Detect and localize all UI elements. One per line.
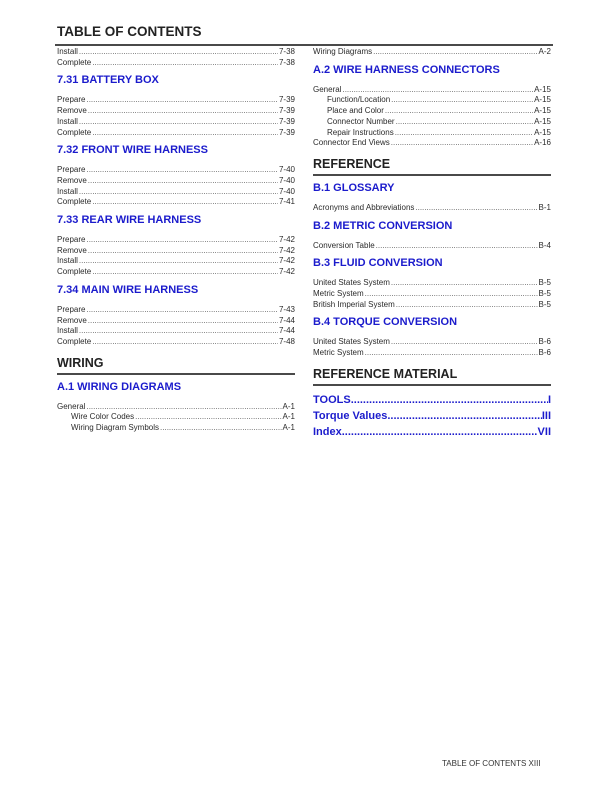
section-heading-main-wire-harness[interactable]: 7.34 MAIN WIRE HARNESS — [57, 283, 199, 296]
toc-entry[interactable]: Acronyms and Abbreviations ..... B-1 — [313, 203, 551, 214]
toc-entry[interactable]: Wiring Diagrams ..... A-2 — [313, 47, 551, 58]
toc-entry[interactable]: Complete ..... 7-38 — [57, 58, 295, 69]
toc-entry[interactable]: Function/Location ..... A-15 — [313, 95, 551, 106]
toc-entry[interactable]: General ..... A-15 — [313, 85, 551, 96]
section-heading-battery-box[interactable]: 7.31 BATTERY BOX — [57, 74, 159, 87]
toc-entry[interactable]: Remove ..... 7-42 — [57, 246, 295, 257]
toc-entry[interactable]: Complete ..... 7-42 — [57, 267, 295, 278]
left-column — [57, 47, 295, 434]
section-heading-rear-wire-harness[interactable]: 7.33 REAR WIRE HARNESS — [57, 214, 202, 227]
toc-entry[interactable]: Connector End Views ..... A-16 — [313, 138, 551, 149]
toc-entry[interactable]: United States System ..... B-5 — [313, 278, 551, 289]
toc-link-index[interactable]: Index ..... VII — [313, 424, 551, 440]
toc-entry[interactable]: General ..... A-1 — [57, 402, 295, 413]
toc-entry[interactable]: Install ..... 7-40 — [57, 187, 295, 198]
toc-link-tools[interactable]: TOOLS ..... I — [313, 392, 551, 408]
toc-entry[interactable]: Complete ..... 7-41 — [57, 197, 295, 208]
section-heading-metric-conversion[interactable]: B.2 METRIC CONVERSION — [313, 219, 453, 232]
toc-entry[interactable]: Place and Color ..... A-15 — [313, 106, 551, 117]
toc-entry[interactable]: Repair Instructions ..... A-15 — [313, 128, 551, 139]
chapter-rule — [313, 384, 551, 386]
toc-entry[interactable]: Wiring Diagram Symbols ..... A-1 — [57, 423, 295, 434]
title-rule — [55, 44, 553, 46]
toc-entry[interactable]: Conversion Table ..... B-4 — [313, 241, 551, 252]
toc-entry[interactable]: Install ..... 7-42 — [57, 256, 295, 267]
toc-entry[interactable]: Prepare ..... 7-40 — [57, 165, 295, 176]
toc-entry[interactable]: United States System ..... B-6 — [313, 337, 551, 348]
toc-entry[interactable]: Remove ..... 7-39 — [57, 106, 295, 117]
toc-entry[interactable]: British Imperial System ..... B-5 — [313, 300, 551, 311]
section-heading-wiring-diagrams[interactable]: A.1 WIRING DIAGRAMS — [57, 380, 182, 393]
page-footer: TABLE OF CONTENTS XIII — [442, 759, 541, 768]
toc-entry[interactable]: Prepare ..... 7-42 — [57, 235, 295, 246]
chapter-heading-reference-material[interactable]: REFERENCE MATERIAL — [313, 366, 458, 381]
toc-entry[interactable]: Install ..... 7-39 — [57, 117, 295, 128]
toc-entry[interactable]: Metric System ..... B-5 — [313, 289, 551, 300]
toc-entry[interactable]: Connector Number ..... A-15 — [313, 117, 551, 128]
page-title: TABLE OF CONTENTS — [57, 24, 202, 39]
toc-entry[interactable]: Complete ..... 7-48 — [57, 337, 295, 348]
right-column — [313, 47, 551, 440]
toc-entry[interactable]: Prepare ..... 7-39 — [57, 95, 295, 106]
toc-entry[interactable]: Install ..... 7-38 — [57, 47, 295, 58]
toc-entry[interactable]: Prepare ..... 7-43 — [57, 305, 295, 316]
section-heading-torque-conversion[interactable]: B.4 TORQUE CONVERSION — [313, 316, 458, 329]
toc-entry[interactable]: Remove ..... 7-40 — [57, 176, 295, 187]
section-heading-harness-connectors[interactable]: A.2 WIRE HARNESS CONNECTORS — [313, 63, 500, 76]
section-heading-front-wire-harness[interactable]: 7.32 FRONT WIRE HARNESS — [57, 144, 208, 157]
toc-entry[interactable]: Complete ..... 7-39 — [57, 128, 295, 139]
toc-entry[interactable]: Metric System ..... B-6 — [313, 348, 551, 359]
chapter-heading-wiring[interactable]: WIRING — [57, 355, 104, 370]
chapter-heading-reference[interactable]: REFERENCE — [313, 156, 391, 171]
section-heading-glossary[interactable]: B.1 GLOSSARY — [313, 181, 395, 194]
toc-entry[interactable]: Install ..... 7-44 — [57, 326, 295, 337]
chapter-rule — [57, 373, 295, 375]
toc-entry[interactable]: Wire Color Codes ..... A-1 — [57, 412, 295, 423]
section-heading-fluid-conversion[interactable]: B.3 FLUID CONVERSION — [313, 257, 443, 270]
toc-entry[interactable]: Remove ..... 7-44 — [57, 316, 295, 327]
chapter-rule — [313, 174, 551, 176]
toc-link-torque-values[interactable]: Torque Values ..... III — [313, 408, 551, 424]
